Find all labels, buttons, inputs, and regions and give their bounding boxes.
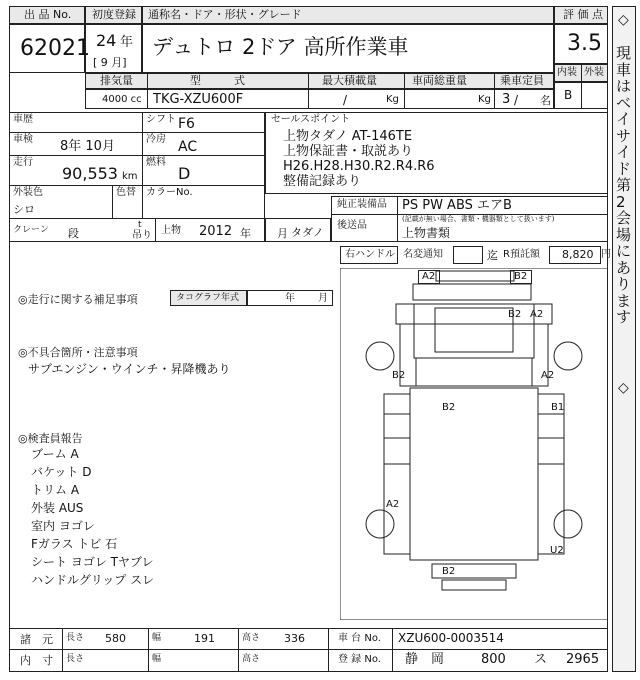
docs-note: (記載が無い場合、書類・機器類として扱います) xyxy=(402,215,555,223)
crane-hang: 吊り xyxy=(132,230,152,241)
lot-no: 62021 xyxy=(20,36,90,61)
dims-col-line xyxy=(238,628,239,672)
reg-area: 静 岡 xyxy=(405,652,445,667)
right-handle: 右ハンドル xyxy=(345,249,395,260)
truck-diagram xyxy=(340,268,608,620)
ext-color-label: 外装色 xyxy=(13,187,43,198)
tacho-label: タコグラフ年式 xyxy=(176,293,240,303)
dimensions-table xyxy=(9,628,608,672)
crane-t: t xyxy=(138,220,142,230)
width-value: 191 xyxy=(194,632,215,645)
capacity-unit: 名 xyxy=(540,94,551,107)
shift-value: F6 xyxy=(178,116,195,132)
side-note-column xyxy=(612,6,636,672)
details-row-line xyxy=(9,155,265,156)
interior-grade-value: B xyxy=(564,88,573,102)
tacho-year-unit: 年 xyxy=(285,293,295,304)
inspector-line: シート ヨゴレ Tヤブレ xyxy=(31,555,154,569)
gross-weight-unit: Kg xyxy=(478,94,491,105)
sales-point-line: 上物タダノ AT-146TE xyxy=(283,129,413,144)
mark-roof-b2: B2 xyxy=(508,309,522,320)
max-load-label: 最大積載量 xyxy=(322,74,377,87)
deadline-label: 迄 xyxy=(487,249,498,262)
side-bottom-symbol: ◇ xyxy=(618,380,629,396)
int-length-label: 長さ xyxy=(66,654,85,664)
model-label: 型 式 xyxy=(190,74,245,87)
sales-point-label: セールスポイント xyxy=(271,114,351,125)
reg-label: 登 録 No. xyxy=(338,654,381,665)
capacity-label: 乗車定員 xyxy=(500,74,544,87)
model-name-label: 通称名・ドア・形状・グレード xyxy=(148,8,302,21)
side-note-text: 現車はベイサイド第2会場にあります xyxy=(616,44,632,326)
inspector-label: ◎検査員報告 xyxy=(18,432,83,445)
mark-top-left: A2 xyxy=(422,271,436,282)
body-year-unit: 年 xyxy=(240,227,251,240)
body-maker: タダノ xyxy=(291,226,324,239)
height-value: 336 xyxy=(284,632,305,645)
mark-top-right: B2 xyxy=(514,271,528,282)
int-width-label: 幅 xyxy=(152,654,162,664)
dims-col-line xyxy=(328,628,329,672)
width-label: 幅 xyxy=(152,633,162,643)
color-no-label: カラーNo. xyxy=(146,187,193,198)
mark-bottom: B2 xyxy=(442,566,456,577)
height-label: 高さ xyxy=(242,633,261,643)
dims-col-line xyxy=(148,628,149,672)
name-change-label: 名変通知 xyxy=(403,249,443,260)
mark-center: B2 xyxy=(442,402,456,413)
details-col-line xyxy=(142,112,143,218)
equipment-label: 純正装備品 xyxy=(337,199,387,210)
side-top-symbol: ◇ xyxy=(618,12,629,28)
mark-roof-a2: A2 xyxy=(530,309,544,320)
mileage-unit: km xyxy=(122,171,138,182)
tacho-month-unit: 月 xyxy=(318,293,328,304)
fuel-value: D xyxy=(178,164,191,183)
inspector-line: バケット D xyxy=(31,465,92,479)
docs-value: 上物書類 xyxy=(402,226,451,240)
max-load-slash: / xyxy=(343,93,348,107)
mark-right-rear: U2 xyxy=(550,545,564,556)
r-deposit-value: 8,820 xyxy=(562,248,594,261)
color-change-label: 色替 xyxy=(116,187,136,198)
defects-label: ◎不具合箇所・注意事項 xyxy=(18,346,138,359)
sales-point-line: 上物保証書・取説あり xyxy=(283,144,414,159)
max-load-unit: Kg xyxy=(386,94,399,105)
exterior-grade-label: 外装 xyxy=(584,67,604,78)
docs-label: 後送品 xyxy=(337,220,367,231)
crane-divider xyxy=(155,218,156,242)
mark-left-rear: A2 xyxy=(386,499,400,510)
rating-label: 評 価 点 xyxy=(563,8,603,21)
length-value: 580 xyxy=(105,632,126,645)
car-name: デュトロ 2ドア 高所作業車 xyxy=(152,35,409,59)
body-label: 上物 xyxy=(161,225,181,236)
reg-number: 2965 xyxy=(566,652,600,667)
sales-point-line: 整備記録あり xyxy=(283,174,362,189)
crane-label: クレーン xyxy=(13,225,49,235)
first-reg-label: 初度登録 xyxy=(92,8,136,21)
displacement-value: 4000 cc xyxy=(102,94,142,105)
details-col-line xyxy=(112,185,113,218)
dims-col-line xyxy=(62,628,63,672)
lot-label: 出 品 No. xyxy=(24,8,72,21)
dims-label: 諸 元 xyxy=(20,633,53,646)
inspector-line: 外装 AUS xyxy=(31,501,84,515)
inspector-line: Fガラス トビ 石 xyxy=(31,537,118,551)
r-deposit-label: R預託額 xyxy=(503,249,540,260)
capacity-slash: / xyxy=(514,93,519,107)
details-row-line xyxy=(9,218,265,219)
yen-label: 円 xyxy=(601,249,611,260)
equipment-value: PS PW ABS エアB xyxy=(402,198,512,213)
inspection-value: 8年 10月 xyxy=(60,139,115,154)
name-change-box xyxy=(453,246,483,264)
inspector-line: 室内 ヨゴレ xyxy=(31,519,95,533)
driving-notes-label: ◎走行に関する補足事項 xyxy=(18,293,138,306)
first-reg-year: 24 xyxy=(96,31,117,50)
inspector-line: トリム A xyxy=(31,483,80,497)
inspection-label: 車検 xyxy=(13,134,33,145)
displacement-label: 排気量 xyxy=(100,74,133,87)
reg-kana: ス xyxy=(534,652,548,667)
mark-right-side: B1 xyxy=(551,402,565,413)
body-month-unit: 月 xyxy=(277,227,288,240)
body-year: 2012 xyxy=(199,224,233,239)
grade-values xyxy=(554,82,608,109)
ac-label: 冷房 xyxy=(146,134,166,145)
int-height-label: 高さ xyxy=(242,654,261,664)
fuel-label: 燃料 xyxy=(146,157,166,168)
rating-value: 3.5 xyxy=(567,31,602,56)
interior-grade-label: 内装 xyxy=(557,67,577,78)
dims-col-line xyxy=(392,628,393,672)
mark-left-door: B2 xyxy=(392,370,406,381)
mileage-value: 90,553 xyxy=(62,164,118,183)
mark-right-door: A2 xyxy=(541,370,555,381)
capacity-value: 3 xyxy=(502,92,511,107)
shift-label: シフト xyxy=(146,114,176,125)
details-row-line xyxy=(9,132,265,133)
first-reg-month: [ 9 月] xyxy=(93,56,127,69)
history-label: 車歴 xyxy=(13,114,33,125)
crane-stages-unit: 段 xyxy=(68,227,79,240)
defects-text: サブエンジン・ウインチ・昇降機あり xyxy=(28,362,231,376)
reg-class: 800 xyxy=(481,652,506,667)
chassis-value: XZU600-0003514 xyxy=(398,631,504,645)
ac-value: AC xyxy=(178,139,198,155)
details-row-line xyxy=(9,185,265,186)
first-reg-year-unit: 年 xyxy=(120,35,134,50)
mileage-label: 走行 xyxy=(13,157,33,168)
dims-row-line xyxy=(9,649,608,650)
ext-color-value: シロ xyxy=(13,203,35,216)
chassis-label: 車 台 No. xyxy=(338,633,381,644)
gross-weight-label: 車両総重量 xyxy=(412,74,467,87)
interior-dims-label: 内 寸 xyxy=(20,654,53,667)
length-label: 長さ xyxy=(66,633,85,643)
inspector-line: ハンドルグリップ スレ xyxy=(31,573,155,587)
spec-header-row xyxy=(85,73,554,89)
sales-point-line: H26.H28.H30.R2.R4.R6 xyxy=(283,159,435,174)
equipment-divider xyxy=(397,196,398,242)
model-code: TKG-XZU600F xyxy=(153,92,244,107)
inspector-line: ブーム A xyxy=(31,447,79,461)
